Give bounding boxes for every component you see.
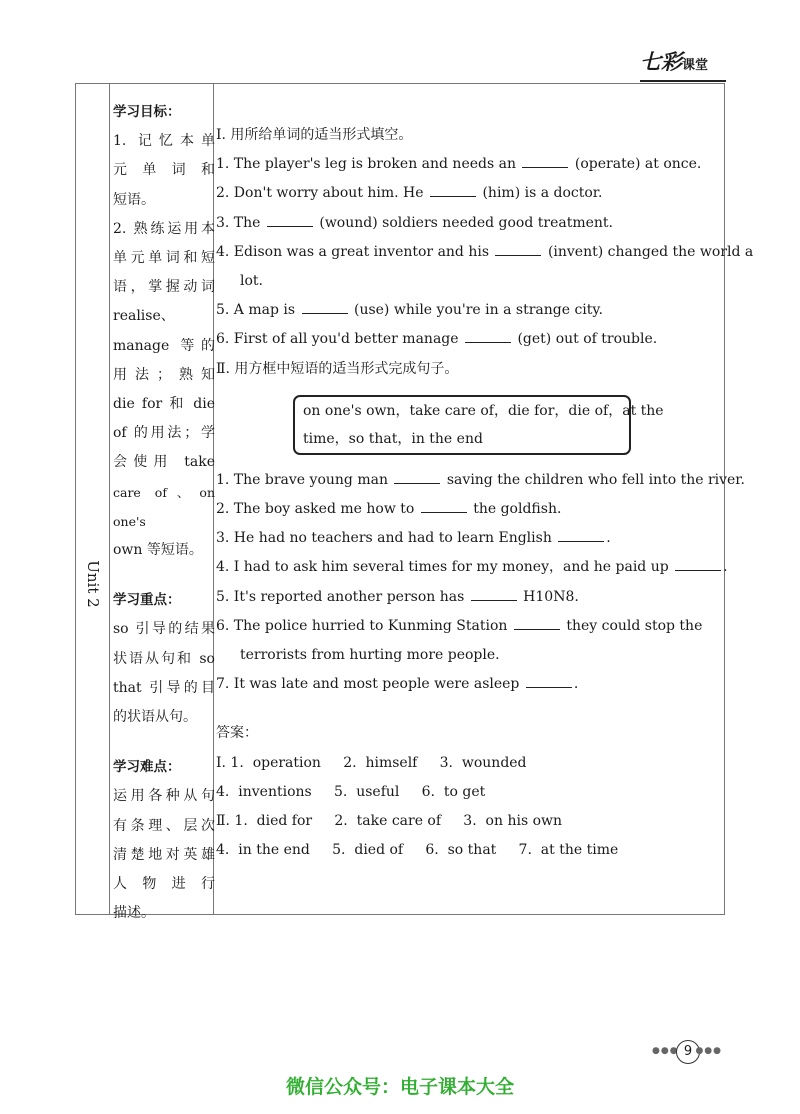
page-dots-decoration: ●●●	[652, 1046, 679, 1056]
part1-question-continued: lot.	[240, 273, 263, 290]
goals-line: 语，掌握动词	[113, 279, 215, 296]
goals-line: die for 和 die	[113, 396, 215, 413]
answer-blank	[394, 471, 440, 484]
difficulties-heading: 学习难点：	[113, 759, 181, 776]
difficulties-line: 描述。	[113, 905, 155, 922]
part2-question: 1. The brave young man saving the children who fell into the river.	[216, 471, 745, 488]
goals-line: 2. 熟练运用本	[113, 220, 215, 237]
goals-line: manage 等的	[113, 337, 215, 354]
answer-blank	[465, 330, 511, 343]
part1-question: 3. The (wound) soldiers needed good treatment.	[216, 214, 613, 231]
key-points-line: 的状语从句。	[113, 709, 197, 726]
brand-logo-mark: 七彩	[640, 50, 682, 74]
page-dots-decoration: ●●●	[695, 1046, 722, 1056]
difficulties-line: 清楚地对英雄	[113, 846, 215, 863]
answer-blank	[471, 588, 517, 601]
answers-line: Ⅱ. 1. died for 2. take care of 3. on his own	[216, 813, 563, 830]
part2-heading: Ⅱ. 用方框中短语的适当形式完成句子。	[216, 360, 459, 377]
goals-line: 单元单词和短	[113, 250, 215, 267]
answer-blank	[522, 155, 568, 168]
goals-line: 会使用 take	[113, 454, 215, 471]
key-points-heading: 学习重点：	[113, 592, 181, 609]
difficulties-line: 有条理、层次	[113, 817, 215, 834]
lesson-table	[75, 83, 754, 922]
part2-question: 4. I had to ask him several times for my money，and he paid up .	[216, 559, 728, 576]
brand-logo-text: 课堂	[682, 58, 709, 73]
part1-question: 5. A map is (use) while you're in a strange city.	[216, 302, 603, 319]
goals-line: 1. 记忆本单	[113, 133, 215, 150]
brand-logo	[640, 50, 726, 82]
phrase-box-line: on one's own，take care of，die for，die of，at the	[303, 402, 664, 419]
answer-blank	[495, 243, 541, 256]
answer-blank	[558, 529, 604, 542]
key-points-line: so 引导的结果	[113, 621, 215, 638]
answer-blank	[421, 500, 467, 513]
goals-line: of 的用法；学	[113, 425, 215, 442]
part1-question: 2. Don't worry about him. He (him) is a doctor.	[216, 185, 603, 202]
goals-line: care of、on one's	[113, 484, 215, 529]
part2-question: 2. The boy asked me how to the goldfish.	[216, 501, 562, 518]
part1-heading: Ⅰ. 用所给单词的适当形式填空。	[216, 127, 413, 143]
key-points-line: 状语从句和 so	[113, 650, 215, 667]
column-divider	[109, 84, 110, 914]
part1-question: 1. The player's leg is broken and needs an (operate) at once.	[216, 156, 702, 173]
part2-question: 6. The police hurried to Kunming Station they could stop the	[216, 617, 703, 634]
part2-question: 7. It was late and most people were asleep .	[216, 676, 579, 693]
goals-line: 元单词和	[113, 162, 215, 179]
difficulties-line: 运用各种从句	[113, 788, 215, 805]
part2-question: 5. It's reported another person has H10N8.	[216, 588, 579, 605]
goals-line: own 等短语。	[113, 542, 203, 559]
answers-line: 4. inventions 5. useful 6. to get	[216, 783, 486, 800]
answers-heading: 答案：	[216, 725, 258, 742]
phrase-box-line: time，so that，in the end	[303, 430, 483, 447]
answer-blank	[430, 184, 476, 197]
answers-line: 4. in the end 5. died of 6. so that 7. at the time	[216, 842, 619, 859]
key-points-line: that 引导的目	[113, 679, 215, 696]
answer-blank	[526, 675, 572, 688]
part1-question: 6. First of all you'd better manage (get) out of trouble.	[216, 331, 658, 348]
exercise-column	[216, 121, 754, 865]
difficulties-line: 人物进行	[113, 876, 215, 893]
answers-line: Ⅰ. 1. operation 2. himself 3. wounded	[216, 754, 527, 771]
answer-blank	[514, 617, 560, 630]
answer-blank	[675, 558, 721, 571]
page-number	[650, 1040, 722, 1064]
goals-line: 用法；熟知	[113, 366, 215, 383]
objectives-column	[113, 98, 215, 928]
page-number-value: 9	[676, 1040, 700, 1064]
answer-blank	[302, 301, 348, 314]
footer-watermark: 微信公众号：电子课本大全	[285, 1076, 514, 1098]
part1-question: 4. Edison was a great inventor and his (invent) changed the world a	[216, 243, 754, 260]
answer-blank	[267, 214, 313, 227]
part2-question-continued: terrorists from hurting more people.	[240, 647, 500, 664]
goals-heading: 学习目标：	[113, 104, 181, 120]
goals-line: realise、	[113, 308, 175, 325]
unit-label: Unit 2	[84, 560, 102, 608]
part2-question: 3. He had no teachers and had to learn English .	[216, 530, 611, 547]
phrase-box	[293, 395, 664, 455]
goals-line: 短语。	[113, 191, 155, 208]
unit-column	[76, 84, 109, 914]
